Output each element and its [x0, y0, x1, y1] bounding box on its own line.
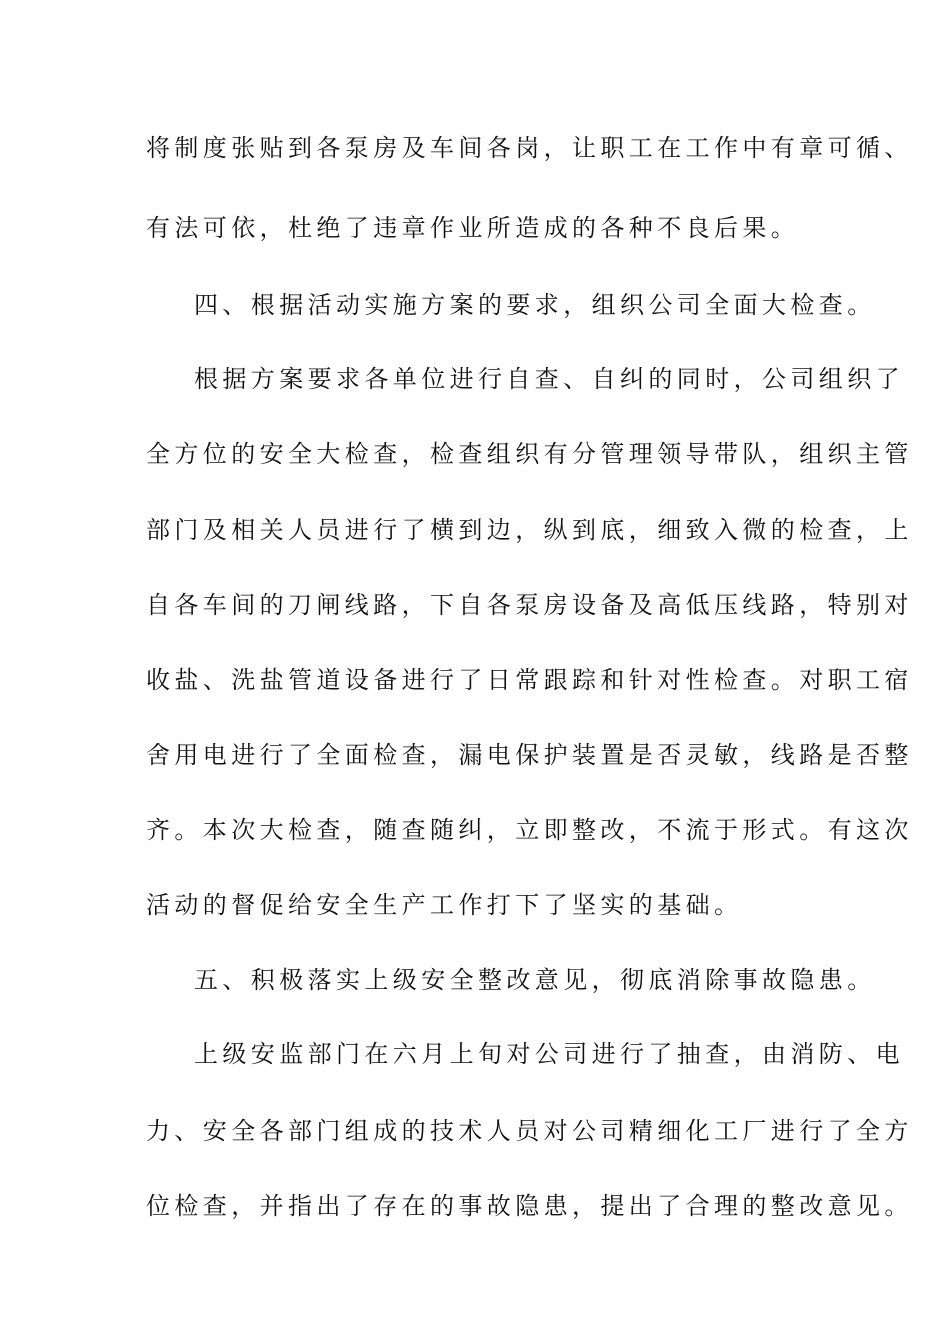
text-line: 收盐、洗盐管道设备进行了日常跟踪和针对性检查。对职工宿	[146, 666, 913, 694]
section-heading: 五、积极落实上级安全整改意见，彻底消除事故隐患。	[194, 966, 876, 994]
text-line: 将制度张贴到各泵房及车间各岗，让职工在工作中有章可循、	[146, 134, 913, 162]
text-line: 部门及相关人员进行了横到边，纵到底，细致入微的检查，上	[146, 516, 913, 544]
text-line: 齐。本次大检查，随查随纠，立即整改，不流于形式。有这次	[146, 816, 913, 844]
text-line: 活动的督促给安全生产工作打下了坚实的基础。	[146, 891, 743, 919]
text-line: 自各车间的刀闸线路，下自各泵房设备及高低压线路，特别对	[146, 591, 913, 619]
text-line: 舍用电进行了全面检查，漏电保护装置是否灵敏，线路是否整	[146, 741, 913, 769]
section-heading: 四、根据活动实施方案的要求，组织公司全面大检查。	[194, 291, 876, 319]
text-line: 有法可依，杜绝了违章作业所造成的各种不良后果。	[146, 214, 800, 242]
text-line: 全方位的安全大检查，检查组织有分管理领导带队，组织主管	[146, 440, 913, 468]
text-line: 力、安全各部门组成的技术人员对公司精细化工厂进行了全方	[146, 1117, 913, 1145]
text-line: 位检查，并指出了存在的事故隐患，提出了合理的整改意见。	[146, 1192, 913, 1220]
text-line: 上级安监部门在六月上旬对公司进行了抽查，由消防、电	[194, 1040, 904, 1068]
text-line: 根据方案要求各单位进行自查、自纠的同时，公司组织了	[194, 365, 904, 393]
